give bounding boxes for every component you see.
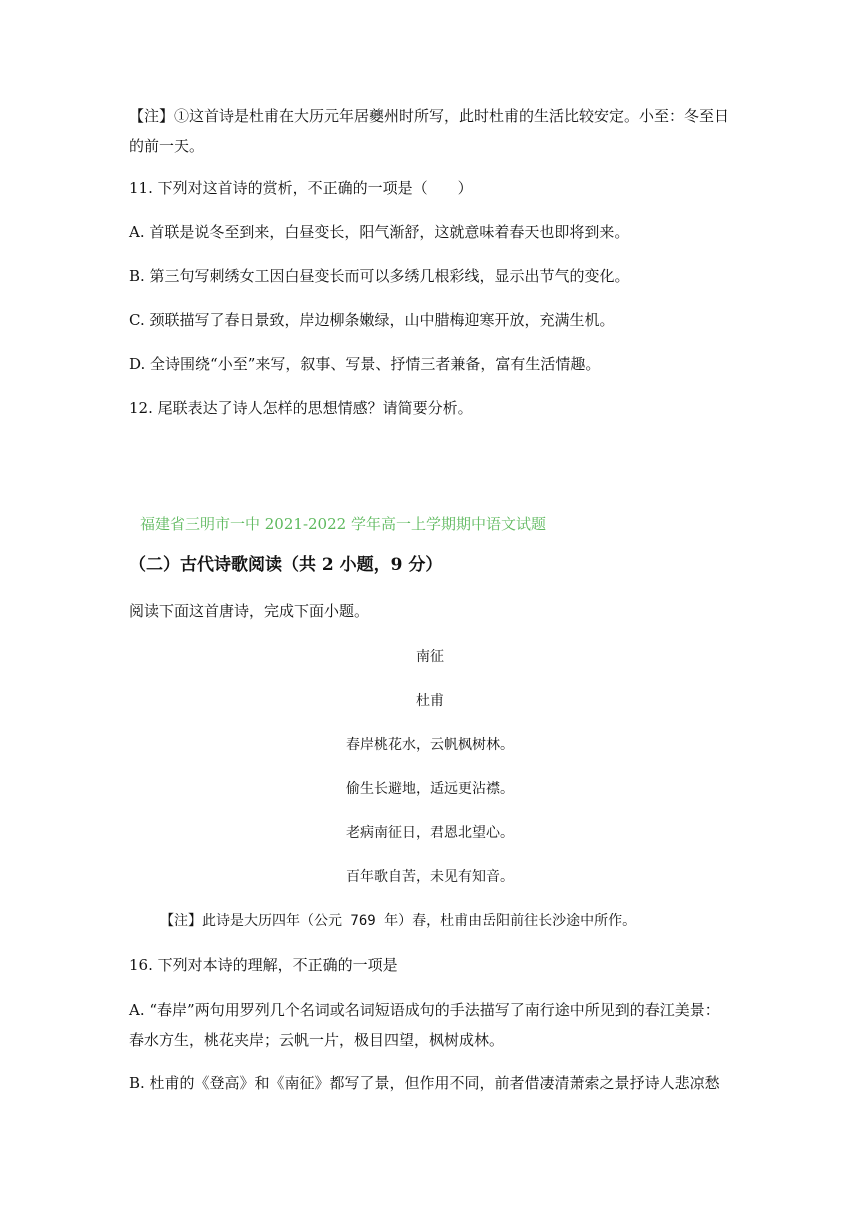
q11-option-b: B. 第三句写刺绣女工因白昼变长而可以多绣几根彩线，显示出节气的变化。: [129, 267, 630, 285]
q16-option-a-line2: 春水方生，桃花夹岸；云帆一片，极目四望，枫树成林。: [129, 1031, 505, 1049]
question-12: 12. 尾联表达了诗人怎样的思想情感？请简要分析。: [129, 399, 473, 417]
note-line-1: 【注】①这首诗是杜甫在大历元年居夔州时所写，此时杜甫的生活比较安定。小至：冬至日: [129, 107, 730, 125]
section-heading: （二）古代诗歌阅读（共 2 小题，9 分）: [129, 555, 443, 575]
question-16: 16. 下列对本诗的理解，不正确的一项是: [129, 956, 398, 974]
poem-title: 南征: [416, 649, 444, 665]
q11-option-d: D. 全诗围绕“小至”来写，叙事、写景、抒情三者兼备，富有生活情趣。: [129, 355, 601, 373]
source-line: 福建省三明市一中 2021-2022 学年高一上学期期中语文试题: [140, 515, 546, 533]
poem-note: 【注】此诗是大历四年（公元 769 年）春，杜甫由岳阳前往长沙途中所作。: [160, 913, 637, 929]
q16-option-a-line1: A. “春岸”两句用罗列几个名词或名词短语成句的手法描写了南行途中所见到的春江美景：: [129, 1001, 720, 1019]
poem-line: 春岸桃花水，云帆枫树林。: [346, 737, 514, 753]
reading-instruction: 阅读下面这首唐诗，完成下面小题。: [129, 602, 370, 620]
poem-line: 偷生长避地，适远更沾襟。: [346, 781, 514, 797]
poem-author: 杜甫: [416, 693, 444, 709]
q11-option-a: A. 首联是说冬至到来，白昼变长，阳气渐舒，这就意味着春天也即将到来。: [129, 223, 630, 241]
question-11: 11. 下列对这首诗的赏析，不正确的一项是（ ）: [129, 179, 473, 197]
q16-option-b: B. 杜甫的《登高》和《南征》都写了景，但作用不同，前者借凄清萧索之景抒诗人悲凉愁: [129, 1074, 720, 1092]
note-line-2: 的前一天。: [129, 137, 205, 155]
q11-option-c: C. 颈联描写了春日景致，岸边柳条嫩绿，山中腊梅迎寒开放，充满生机。: [129, 311, 615, 329]
poem-line: 百年歌自苦，未见有知音。: [346, 869, 514, 885]
poem-line: 老病南征日，君恩北望心。: [346, 825, 514, 841]
